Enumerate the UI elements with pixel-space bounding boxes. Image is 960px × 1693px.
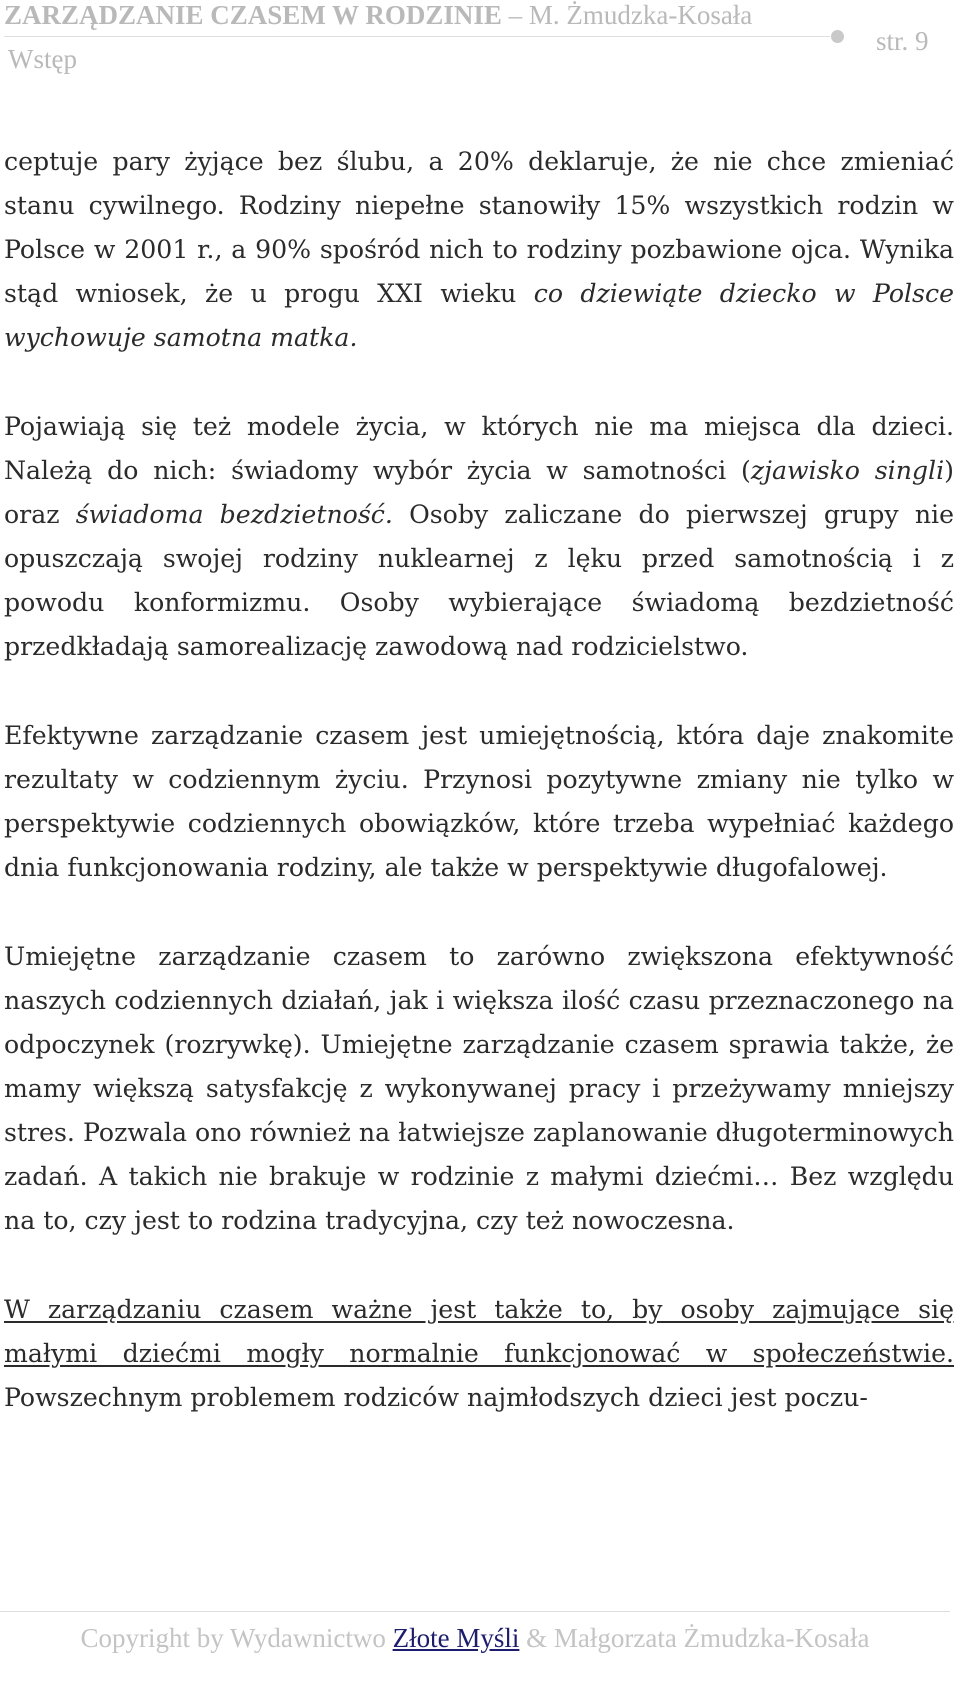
- page-number: str. 9: [876, 26, 929, 56]
- publisher-link[interactable]: Złote Myśli: [392, 1623, 520, 1653]
- paragraph-3: Efektywne zarządzanie czasem jest umiejętnością, która daje znakomite rezultaty w codziennym życiu. Przynosi pozytywne zmiany nie tylko w perspektywie codziennych obowiązków, które trzeba wypełniać każdego dnia funkcjonowania rodziny, ale także w perspektywie długofalowej.: [4, 721, 954, 882]
- page-footer: [0, 1623, 950, 1654]
- copyright-suffix: & Małgorzata Żmudzka-Kosała: [519, 1623, 870, 1653]
- paragraph-2-text-e: Osoby zaliczane do pierwszej grupy nie opuszczają swojej rodziny nuklearnej z lęku przed samotnością i z powodu konformizmu. Osoby wybierające świadomą bezdzietność przedkładają samorealizację zawodową nad rodzicielstwo.: [4, 500, 955, 661]
- paragraph-2-text-c: ) oraz: [4, 456, 954, 529]
- running-title: [4, 0, 752, 31]
- footer-divider: [0, 1611, 950, 1612]
- title-separator: –: [501, 0, 529, 30]
- paragraph-1-text: ceptuje pary żyjące bez ślubu, a 20% deklaruje, że nie chce zmieniać stanu cywilnego. Rodziny niepełne stanowiły 15% wszystkich rodzin w Polsce w 2001 r., a 90% spośród nich to rodziny pozbawione ojca. Wynika stąd wniosek, że u progu XXI wieku: [4, 147, 954, 308]
- paragraph-1: [4, 140, 954, 360]
- paragraph-1-emphasis: co dziewiąte dziecko w Polsce wychowuje samotna matka.: [4, 279, 954, 352]
- paragraph-2: [4, 405, 954, 669]
- paragraph-5-underlined-text: W zarządzaniu czasem ważne jest także to, by osoby zajmujące się małymi dziećmi mogły normalnie funkcjonować w społeczeństwie.: [4, 1295, 954, 1368]
- paragraph-5-text: Powszechnym problemem rodziców najmłodszych dzieci jest poczu-: [4, 1383, 868, 1412]
- bullet-dot-icon: [831, 30, 844, 43]
- copyright-prefix: Copyright by Wydawnictwo: [80, 1623, 393, 1653]
- header-divider: [4, 36, 830, 37]
- paragraph-2-text-a: Pojawiają się też modele życia, w których nie ma miejsca dla dzieci. Należą do nich: świadomy wybór życia w samotności (: [4, 412, 954, 485]
- paragraph-2-emphasis-singles: zjawisko singli: [750, 456, 945, 485]
- paragraph-2-emphasis-childless: świadoma bezdzietność.: [75, 500, 393, 529]
- author-name: M. Żmudzka-Kosała: [528, 0, 753, 30]
- paragraph-4: Umiejętne zarządzanie czasem to zarówno zwiększona efektywność naszych codziennych działań, jak i większa ilość czasu przeznaczonego na odpoczynek (rozrywkę). Umiejętne zarządzanie czasem sprawia także, że mamy większą satysfakcję z wykonywanej pracy i przeżywamy mniejszy stres. Pozwala ono również na łatwiejsze zaplanowanie długoterminowych zadań. A takich nie brakuje w rodzinie z małymi dziećmi… Bez względu na to, czy jest to rodzina tradycyjna, czy też nowoczesna.: [4, 942, 954, 1235]
- paragraph-5: [4, 1288, 954, 1420]
- page-header: [4, 0, 944, 80]
- book-title: ZARZĄDZANIE CZASEM W RODZINIE: [4, 0, 502, 30]
- page-body: [4, 140, 954, 1465]
- section-title: Wstęp: [8, 44, 77, 74]
